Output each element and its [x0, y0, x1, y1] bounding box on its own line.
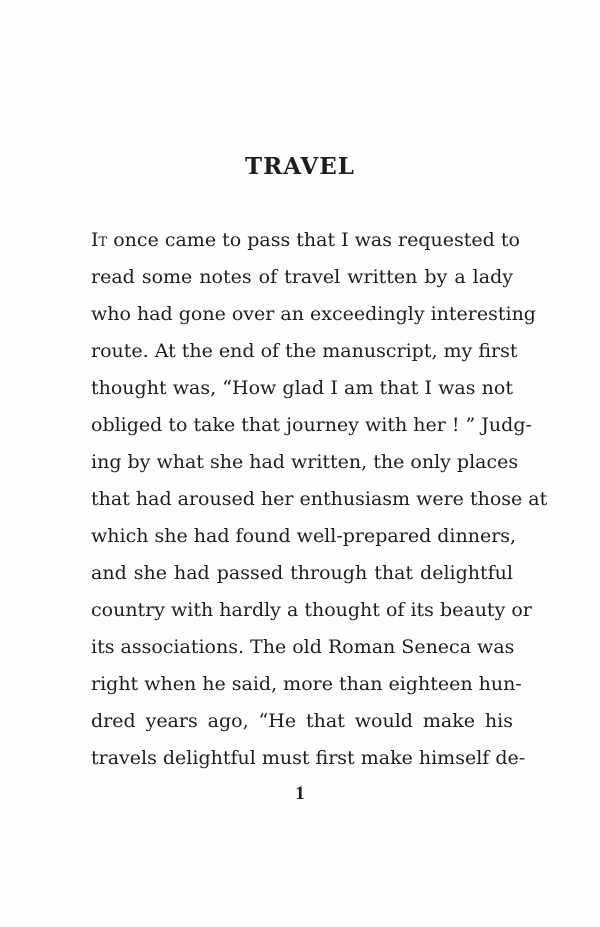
text-line: travels delightful must first make himself de- [91, 747, 526, 769]
body-paragraph [91, 222, 548, 777]
text-line: read some notes of travel written by a lady [91, 266, 513, 288]
text-line: who had gone over an exceedingly interesting [91, 303, 536, 325]
text-line: route. At the end of the manuscript, my first [91, 340, 518, 362]
text-line: which she had found well-prepared dinners, [91, 525, 517, 547]
page-number: 1 [295, 783, 305, 804]
text-line: country with hardly a thought of its beauty or [91, 599, 532, 621]
text-line: right when he said, more than eighteen hun- [91, 673, 522, 695]
drop-word: It [91, 229, 108, 251]
text-line: obliged to take that journey with her ! ” Judg- [91, 414, 532, 436]
text-line: that had aroused her enthusiasm were those at [91, 488, 548, 510]
text-line: ing by what she had written, the only places [91, 451, 519, 473]
text-line: It once came to pass that I was requested to [91, 229, 520, 251]
text-line: thought was, “How glad I am that I was not [91, 377, 513, 399]
text-line: and she had passed through that delightful [91, 562, 513, 584]
text-line: dred years ago, “He that would make his [91, 710, 513, 732]
chapter-title: TRAVEL [245, 153, 355, 180]
text-line: its associations. The old Roman Seneca was [91, 636, 515, 658]
